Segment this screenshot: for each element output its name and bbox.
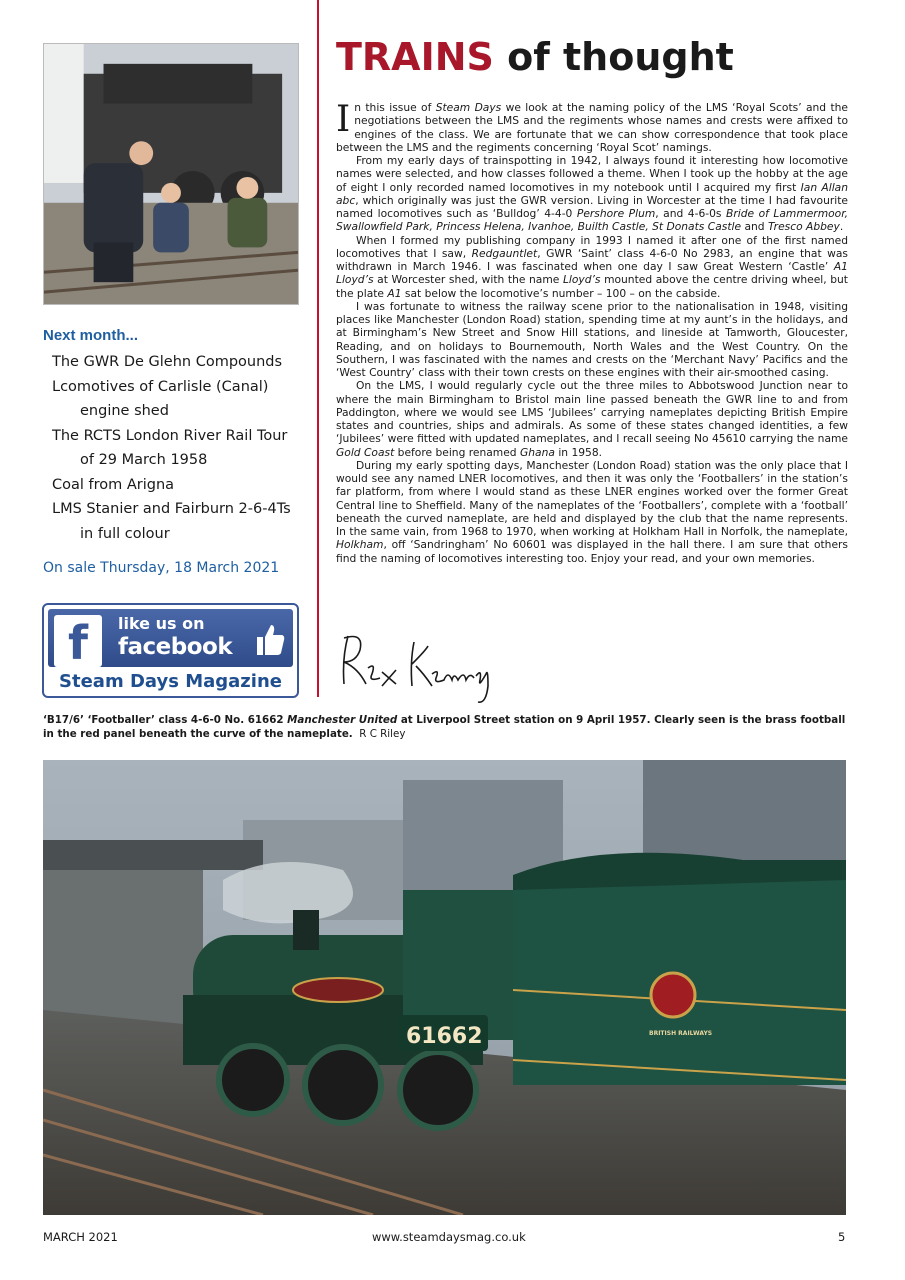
- page-number: 5: [838, 1230, 846, 1244]
- next-month-item: [52, 350, 312, 375]
- next-month-item-continuation: engine shed: [80, 403, 169, 419]
- facebook-page-name: Steam Days Magazine: [59, 671, 282, 692]
- next-month-item: [52, 424, 312, 473]
- footer-website[interactable]: www.steamdaysmag.co.uk: [372, 1230, 526, 1244]
- next-month-item: [52, 473, 312, 498]
- next-month-item-continuation: of 29 March 1958: [80, 452, 208, 468]
- article-paragraph: During my early spotting days, Manchester (London Road) station was the only place that I would see any named LNER locomotives, and then it was only the ‘Footballers’ in the station’s far platform, from where I would stand as these LNER engines worked over the former Great Central line to Sheffield. Many of the nameplates of the ‘Footballers’, complete with a ‘football’ beneath the curved nameplate, are held and displayed by the club that the name represents. In the same vain, from 1968 to 1970, when working at Holkham Hall in Norfolk, the nameplate, Holkham, off ‘Sandringham’ No 60601 was displayed in the hall there. I am sure that others find the naming of locomotives interesting too. Enjoy your read, and your own memories.: [336, 458, 848, 565]
- next-month-item: [52, 497, 312, 546]
- title-red-word: TRAINS: [336, 35, 494, 79]
- article-paragraph: On the LMS, I would regularly cycle out the three miles to Abbotswood Junction near to where the main Birmingham to Bristol main line passed beneath the GWR line to and from Paddington, where we would see LMS ‘Jubilees’ carrying nameplates depicting British Empire states and countries, ships and admirals. As some of these states changed identities, a few ‘Jubilees’ were fitted with updated nameplates, and I recall seeing No 45610 carrying the name Gold Coast before being renamed Ghana in 1958.: [336, 379, 848, 459]
- next-month-item-line: LMS Stanier and Fairburn 2-6-4Ts: [52, 501, 291, 517]
- next-month-item-line: The RCTS London River Rail Tour: [52, 427, 288, 444]
- thumbs-up-icon: [253, 623, 285, 657]
- loco-number-text: 61662: [406, 1024, 483, 1049]
- photo-caption: ‘B17/6’ ‘Footballer’ class 4-6-0 No. 61662 Manchester United at Liverpool Street station on 9 April 1957. Clearly seen is the brass football in the red panel beneath the curve of the nameplate. R C Riley: [43, 714, 846, 740]
- title-rest: of thought: [493, 35, 734, 79]
- photo-credit: R C Riley: [359, 728, 406, 740]
- next-month-list: [52, 350, 312, 546]
- drop-cap: I: [336, 99, 351, 140]
- next-month-item-line: Lcomotives of Carlisle (Canal): [52, 378, 269, 395]
- on-sale-date: On sale Thursday, 18 March 2021: [43, 560, 280, 576]
- column-divider: [317, 0, 319, 697]
- page-title: [336, 33, 734, 81]
- facebook-promo[interactable]: [42, 603, 299, 698]
- article-paragraph: In this issue of Steam Days we look at the naming policy of the LMS ‘Royal Scots’ and the negotiations between the LMS and the regiments whose names and crests were affixed to engines of the class. We are fortunate that we can show correspondence that took place between the LMS and the regiments concerning ‘Royal Scot’ namings.: [336, 99, 848, 154]
- next-month-heading: Next month...: [43, 327, 139, 344]
- facebook-wordmark: facebook: [118, 634, 233, 660]
- british-railways-badge: BRITISH RAILWAYS: [649, 1030, 713, 1037]
- facebook-like-text: like us on: [118, 614, 205, 633]
- editor-signature: [336, 628, 506, 706]
- editorial-body: [336, 101, 848, 565]
- next-month-item-line: Coal from Arigna: [52, 476, 175, 493]
- article-paragraph: When I formed my publishing company in 1993 I named it after one of the first named locomotives that I saw, Redgauntlet, GWR ‘Saint’ class 4-6-0 No 2983, an engine that was withdrawn in March 1946. I was fascinated when one day I saw Great Western ‘Castle’ A1 Lloyd’s at Worcester shed, with the name Lloyd’s mounted above the centre driving wheel, but the plate A1 sat below the locomotive’s number – 100 – on the cabside.: [336, 233, 849, 300]
- article-paragraph: From my early days of trainspotting in 1942, I always found it interesting how locomotive names were selected, and how classes followed a theme. When I took up the hobby at the age of eight I only recorded named locomotives in my notebook until I acquired my first Ian Allan abc, which originally was just the GWR version. Living in Worcester at the time I had favourite named locomotives such as ‘Bulldog’ 4-4-0 Pershore Plum, and 4-6-0s Bride of Lammermoor, Swallowfield Park, Princess Helena, Ivanhoe, Builth Castle, St Donats Castle and Tresco Abbey.: [336, 154, 848, 234]
- facebook-icon: f: [54, 615, 102, 667]
- article-paragraph: I was fortunate to witness the railway scene prior to the nationalisation in 1948, visiting places like Manchester (London Road) station, spending time at my aunt’s in the holidays, and at Birmingham’s New Street and Snow Hill stations, and lineside at Tamworth, Gloucester, Reading, and on holidays to Bournemouth, North Wales and the West Country. On the Southern, I was fascinated with the names and crests on the ‘Merchant Navy’ Pacifics and the ‘West Country’ class with their town crests on these engines with their air-smoothed casing.: [336, 299, 848, 379]
- footer-issue-date: MARCH 2021: [43, 1230, 118, 1244]
- trainspotters-photo: [43, 43, 299, 305]
- next-month-item-line: The GWR De Glehn Compounds: [52, 354, 283, 370]
- next-month-item: [52, 375, 312, 424]
- next-month-item-continuation: in full colour: [80, 525, 170, 542]
- facebook-banner: [48, 609, 293, 670]
- locomotive-photo: [43, 760, 846, 1215]
